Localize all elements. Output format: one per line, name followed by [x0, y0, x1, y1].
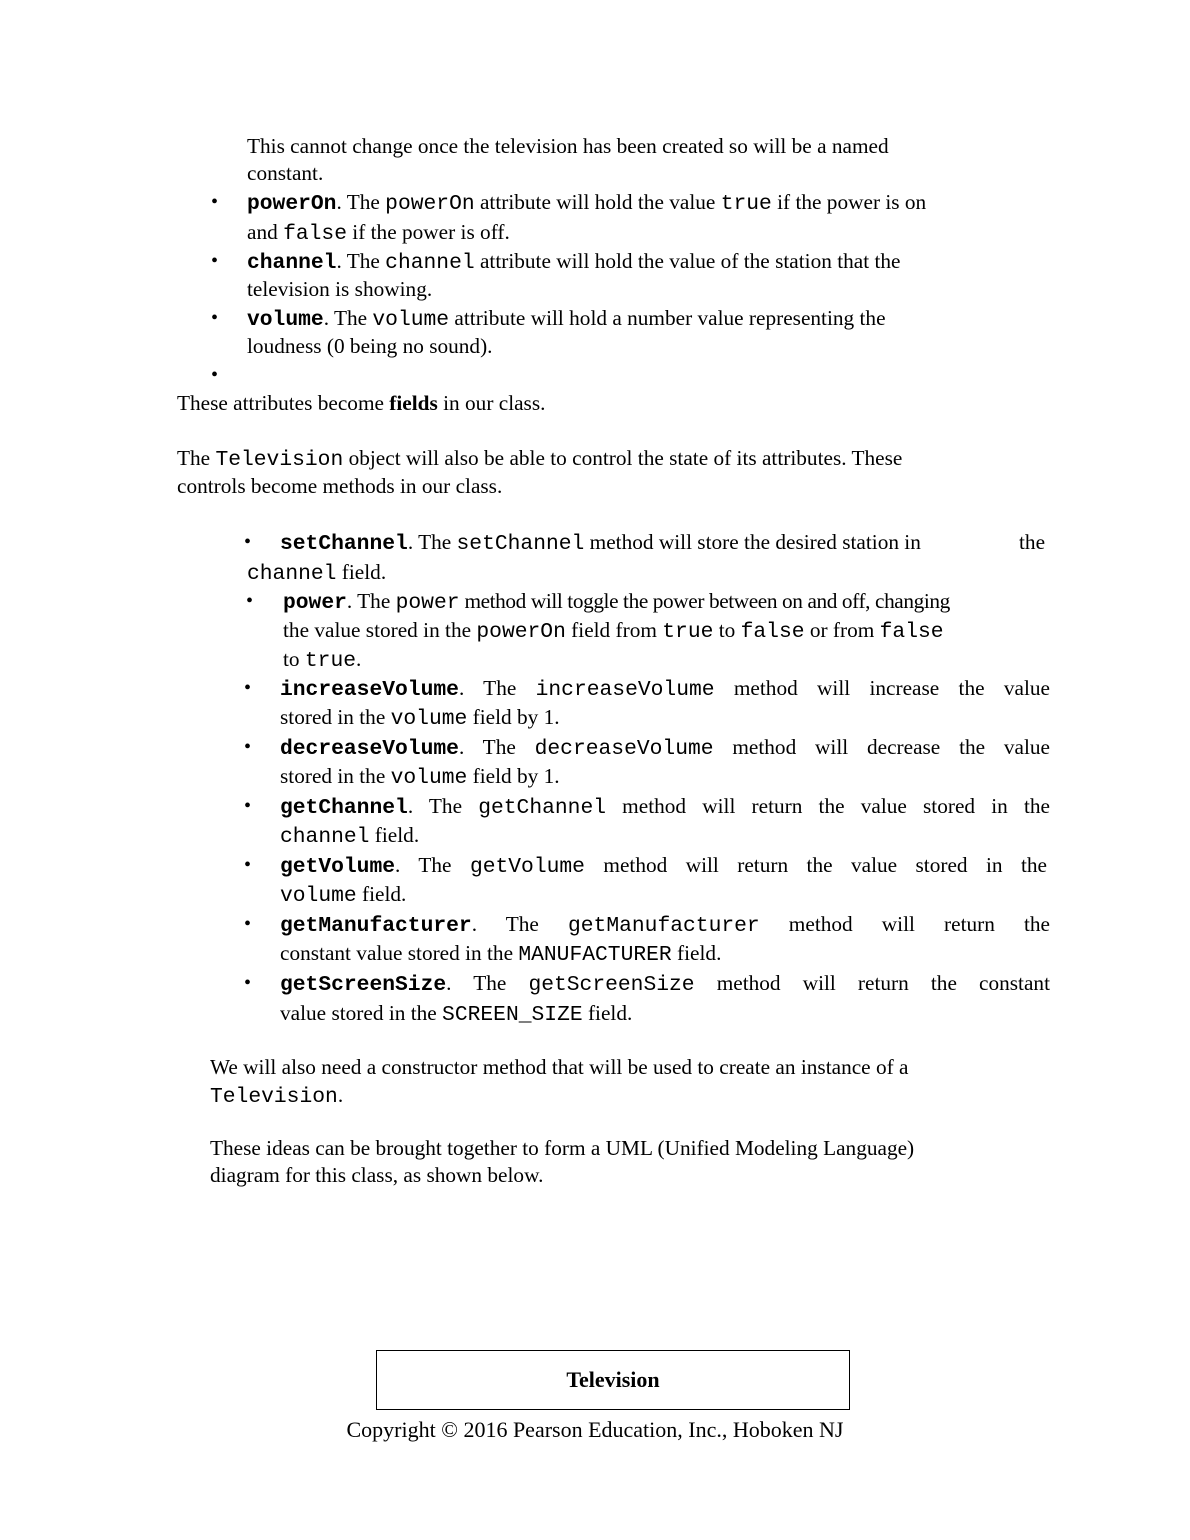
method-item-increasevolume: increaseVolume. The increaseVolume method will increase the value: [280, 676, 1050, 702]
method-item-getchannel-line-2: channel field.: [280, 823, 420, 849]
method-item-power-line-3: to true.: [283, 647, 362, 673]
bullet-icon: •: [211, 307, 219, 329]
method-item-increasevolume-line-2: stored in the volume field by 1.: [280, 705, 560, 731]
method-item-getvolume-line-2: volume field.: [280, 882, 407, 908]
attribute-item-volume-line-2: loudness (0 being no sound).: [247, 334, 493, 358]
method-item-getchannel: getChannel. The getChannel method will return the value stored in the: [280, 794, 1050, 820]
method-name: setChannel: [280, 532, 408, 556]
method-item-decreasevolume: decreaseVolume. The decreaseVolume method will decrease the value: [280, 735, 1051, 761]
controls-paragraph-line-2: controls become methods in our class.: [177, 474, 503, 498]
attribute-item-volume: volume. The volume attribute will hold a number value representing the: [247, 306, 886, 332]
method-name: getScreenSize: [280, 973, 447, 997]
fields-paragraph: These attributes become fields in our class.: [177, 391, 546, 415]
method-name: increaseVolume: [280, 678, 459, 702]
uml-paragraph-line-2: diagram for this class, as shown below.: [210, 1163, 544, 1187]
method-item-getscreensize: getScreenSize. The getScreenSize method will return the constant: [280, 971, 1050, 997]
constructor-paragraph: We will also need a constructor method that will be used to create an instance of a: [210, 1055, 909, 1079]
bullet-icon: •: [244, 531, 252, 553]
controls-paragraph: The Television object will also be able to control the state of its attributes. These: [177, 446, 903, 472]
uml-class-name: Television: [566, 1367, 660, 1392]
attribute-item-channel: channel. The channel attribute will hold the value of the station that the: [247, 249, 901, 275]
uml-class-box: [376, 1350, 850, 1410]
method-name: power: [283, 591, 347, 615]
attribute-item-poweron-line-2: and false if the power is off.: [247, 220, 510, 246]
bullet-icon: •: [246, 590, 254, 612]
constructor-paragraph-line-2: Television.: [210, 1083, 344, 1109]
bullet-icon: •: [244, 854, 252, 876]
method-name: getChannel: [280, 796, 408, 820]
copyright-footer: Copyright © 2016 Pearson Education, Inc., Hoboken NJ: [346, 1417, 844, 1442]
method-name: decreaseVolume: [280, 737, 459, 761]
method-item-getmanufacturer: getManufacturer. The getManufacturer method will return the: [280, 912, 1050, 938]
method-item-setchannel-end: the: [1019, 530, 1046, 554]
attribute-name: powerOn: [247, 192, 337, 216]
attribute-name: volume: [247, 308, 324, 332]
bullet-icon: •: [244, 913, 252, 935]
method-item-power-line-2: the value stored in the powerOn field from true to false or from false: [283, 618, 944, 644]
attribute-item-channel-line-2: television is showing.: [247, 277, 433, 301]
bullet-icon: •: [211, 250, 219, 272]
bullet-icon: •: [211, 191, 219, 213]
bullet-icon: •: [244, 795, 252, 817]
attribute-continued-line-2: constant.: [247, 161, 324, 185]
bullet-icon: •: [244, 972, 252, 994]
bullet-icon: •: [211, 364, 219, 386]
method-item-setchannel: setChannel. The setChannel method will store the desired station in: [280, 530, 921, 556]
method-item-getscreensize-line-2: value stored in the SCREEN_SIZE field.: [280, 1001, 633, 1027]
method-item-getmanufacturer-line-2: constant value stored in the MANUFACTURER field.: [280, 941, 722, 967]
bullet-icon: •: [244, 736, 252, 758]
attribute-item-poweron: powerOn. The powerOn attribute will hold the value true if the power is on: [247, 190, 927, 216]
bullet-icon: •: [244, 677, 252, 699]
method-name: getManufacturer: [280, 914, 472, 938]
attribute-name: channel: [247, 251, 337, 275]
method-item-decreasevolume-line-2: stored in the volume field by 1.: [280, 764, 560, 790]
method-name: getVolume: [280, 855, 396, 879]
method-item-power: power. The power method will toggle the power between on and off, changing: [283, 589, 950, 615]
method-item-setchannel-line-2: channel field.: [247, 560, 387, 586]
uml-paragraph: These ideas can be brought together to form a UML (Unified Modeling Language): [210, 1136, 915, 1160]
attribute-continued-line-1: This cannot change once the television has been created so will be a named: [247, 134, 889, 158]
method-item-getvolume: getVolume. The getVolume method will return the value stored in the: [280, 853, 1047, 879]
